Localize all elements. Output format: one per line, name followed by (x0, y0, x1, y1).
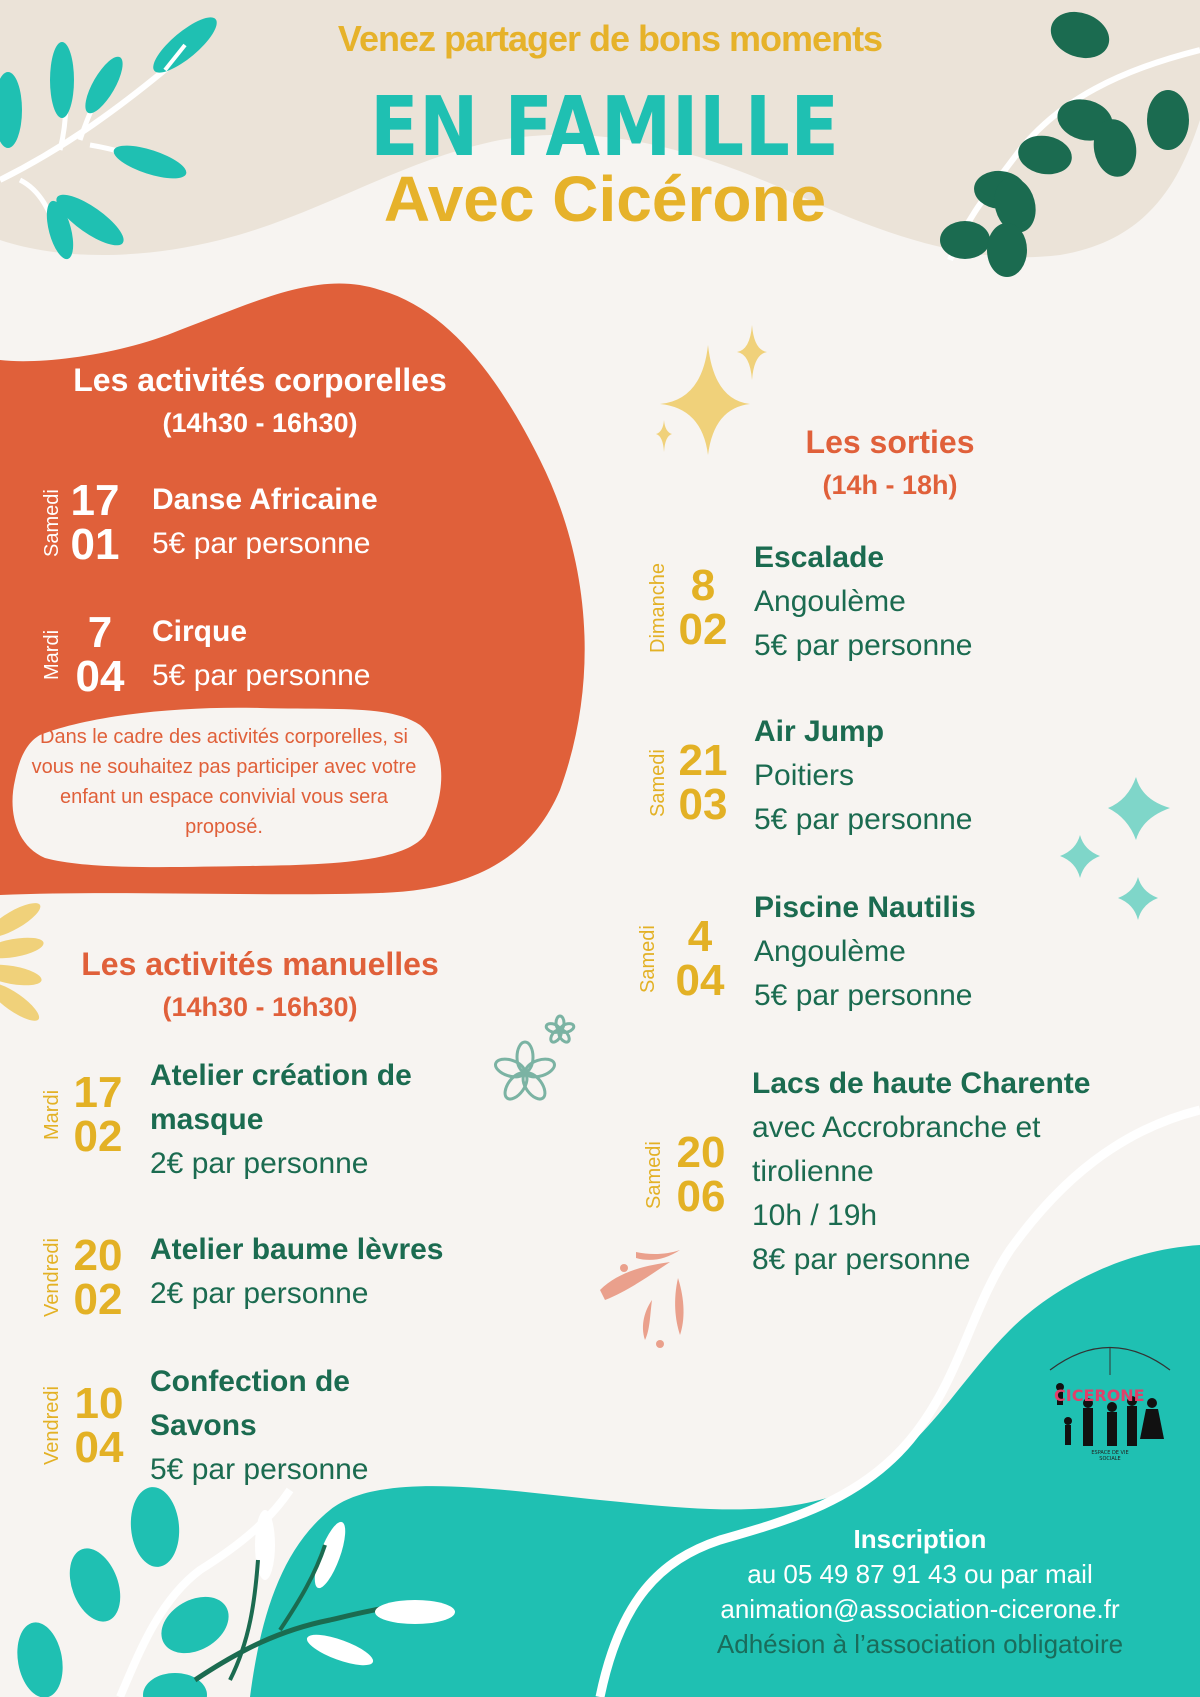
event-price: 5€ par personne (152, 527, 371, 560)
event-date-day: 4 (687, 912, 713, 961)
event-date-day: 10 (74, 1379, 124, 1428)
event-date-day: 17 (70, 476, 120, 525)
registration-email[interactable]: animation@association-cicerone.fr (720, 1594, 1120, 1624)
event-name: Confection de (150, 1365, 350, 1398)
event-date-month: 04 (74, 1423, 124, 1472)
event-price: 5€ par personne (754, 979, 973, 1012)
registration-phone: au 05 49 87 91 43 ou par mail (747, 1559, 1093, 1589)
event-item (42, 610, 371, 700)
section-hours-sorties: (14h - 18h) (822, 470, 958, 500)
event-price: 2€ par personne (150, 1277, 369, 1310)
section-hours-corporelles: (14h30 - 16h30) (162, 408, 358, 438)
event-date-day: 21 (678, 736, 728, 785)
event-price: 2€ par personne (150, 1147, 369, 1180)
event-date-day: 20 (73, 1231, 123, 1280)
event-name: Atelier création de (150, 1059, 412, 1092)
event-item (648, 536, 973, 668)
event-date-month: 03 (678, 780, 728, 829)
sparkle-teal-icon (1060, 777, 1170, 920)
event-day: Samedi (647, 749, 669, 817)
event-price: 5€ par personne (754, 803, 973, 836)
section-title-manuelles: Les activités manuelles (81, 946, 439, 982)
event-price: 8€ par personne (752, 1243, 971, 1276)
event-item (42, 1228, 443, 1328)
event-item (644, 1062, 1090, 1282)
event-date-day: 20 (676, 1128, 726, 1177)
event-price: 5€ par personne (754, 629, 973, 662)
event-name: Piscine Nautilis (754, 891, 976, 924)
section-hours-manuelles: (14h30 - 16h30) (162, 992, 358, 1022)
registration-title: Inscription (853, 1524, 987, 1554)
event-date-month: 04 (675, 956, 725, 1005)
event-date-month: 02 (73, 1112, 123, 1161)
header-organizer: Avec Cicérone (383, 163, 827, 235)
event-item (42, 1360, 369, 1492)
event-date-month: 04 (75, 652, 125, 701)
section-title-sorties: Les sorties (805, 424, 975, 460)
section-title-corporelles: Les activités corporelles (73, 362, 447, 398)
logo-text: CICERONE (1054, 1386, 1145, 1405)
event-day: Mardi (41, 1090, 63, 1141)
event-place: Poitiers (754, 759, 855, 792)
event-day: Samedi (41, 489, 63, 557)
header-title: EN FAMILLE (370, 80, 840, 175)
event-name: Cirque (152, 615, 248, 648)
event-price: 5€ par personne (152, 659, 371, 692)
event-day: Vendredi (41, 1386, 63, 1466)
event-item (42, 478, 378, 568)
event-name: Escalade (754, 541, 885, 574)
event-item (638, 886, 976, 1018)
event-name-continued: Savons (150, 1409, 257, 1442)
flower-outline-icon (493, 1016, 575, 1103)
event-day: Samedi (637, 925, 659, 993)
event-day: Dimanche (647, 562, 669, 654)
event-date-month: 02 (73, 1275, 123, 1324)
corporelles-note: Dans le cadre des activités corporelles, si vous ne souhaitez pas participer avec votre enfant un espace convivial vous sera proposé. (31, 726, 417, 838)
event-name: Air Jump (754, 715, 885, 748)
event-detail-continued: tirolienne (752, 1155, 874, 1188)
event-date-day: 7 (87, 608, 113, 657)
registration-block (640, 1522, 1200, 1662)
event-detail: avec Accrobranche et (752, 1111, 1041, 1144)
event-day: Vendredi (41, 1238, 63, 1318)
event-price: 5€ par personne (150, 1453, 369, 1486)
logo-caption-1: ESPACE DE VIE (1091, 1450, 1129, 1456)
header-subtitle: Venez partager de bons moments (337, 18, 883, 59)
event-date-day: 17 (73, 1068, 123, 1117)
event-item (42, 1054, 412, 1186)
event-name: Atelier baume lèvres (150, 1233, 444, 1266)
event-day: Samedi (643, 1141, 665, 1209)
event-day: Mardi (41, 630, 63, 681)
event-place: Angoulème (754, 585, 906, 618)
logo-caption-2: SOCIALE (1099, 1456, 1121, 1460)
event-name-continued: masque (150, 1103, 264, 1136)
membership-note: Adhésion à l’association obligatoire (716, 1629, 1124, 1659)
event-place: Angoulème (754, 935, 906, 968)
event-time: 10h / 19h (752, 1199, 878, 1232)
cicerone-logo (1040, 1335, 1180, 1460)
event-date-month: 02 (678, 605, 728, 654)
event-name: Danse Africaine (152, 483, 378, 516)
event-date-month: 01 (70, 520, 120, 569)
event-item (648, 710, 973, 842)
event-name: Lacs de haute Charente (752, 1067, 1091, 1100)
event-date-day: 8 (690, 561, 716, 610)
event-date-month: 06 (676, 1172, 726, 1221)
